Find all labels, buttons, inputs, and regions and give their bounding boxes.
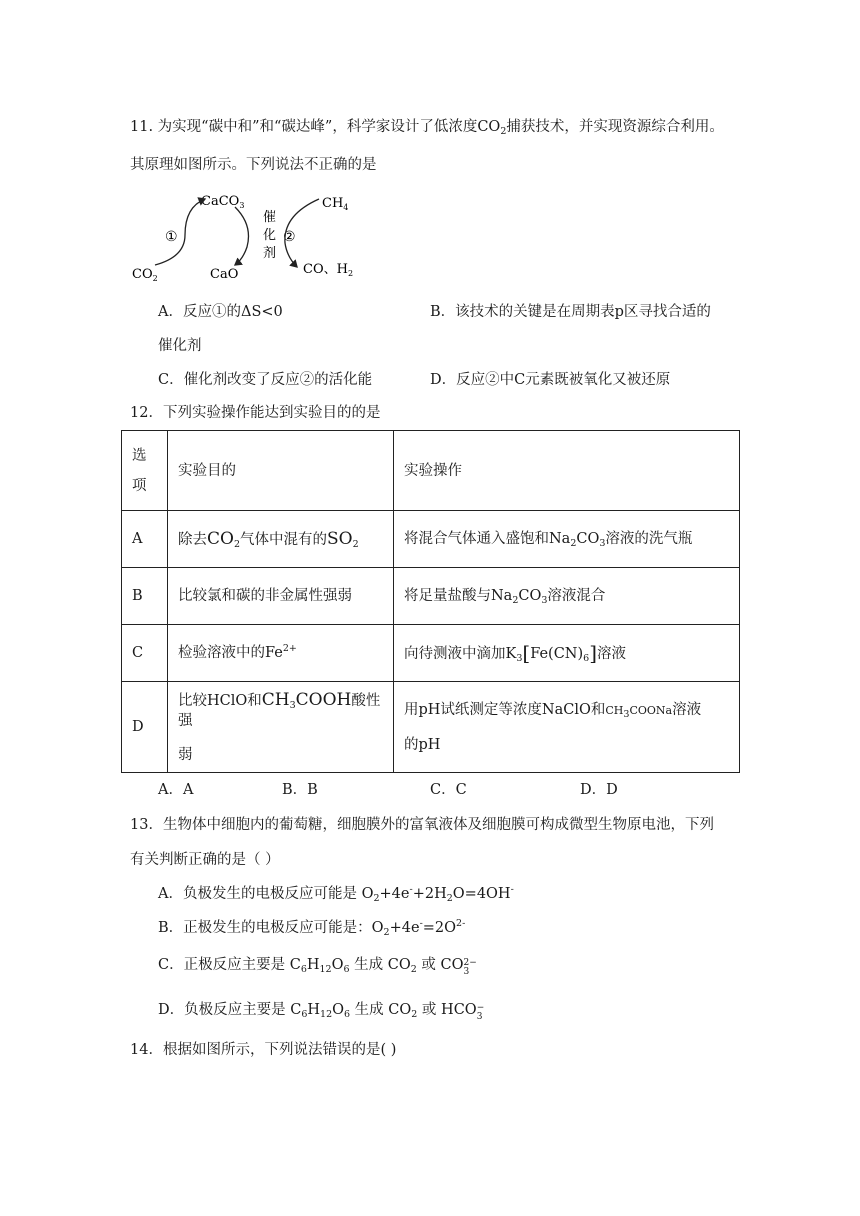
- q11-stem-line2: 其原理如图所示。下列说法不正确的是: [130, 157, 377, 173]
- diagram-caco3: CaCO$_3$: [201, 194, 245, 210]
- q11-option-d: D．反应②中C元素既被氧化又被还原: [430, 372, 671, 388]
- q13-option-a: A．负极发生的电极反应可能是 $O_2+4e^-+2H_2O=4OH^-$: [158, 884, 514, 904]
- diagram-arrow-center: [235, 207, 249, 265]
- diagram-catalyst-3: 剂: [263, 246, 277, 261]
- table-row: [122, 511, 740, 568]
- diagram-co2: $CO_2$: [132, 267, 158, 283]
- row-key: C: [122, 625, 168, 682]
- table-header-row: [122, 431, 740, 511]
- diagram-catalyst-1: 催: [263, 210, 277, 225]
- header-option: 选 项: [122, 431, 168, 511]
- diagram-arrow-left: [155, 199, 205, 265]
- row-key: D: [122, 682, 168, 773]
- row-operation: 将足量盐酸与$Na_2CO_3$溶液混合: [394, 568, 740, 625]
- q12-answer-c: C．C: [430, 782, 467, 798]
- row-purpose: 检验溶液中的$Fe^{2+}$: [168, 625, 394, 682]
- row-purpose: 比较HClO和$CH_3COOH$酸性强 弱: [168, 682, 394, 773]
- q11-option-b-line2: 催化剂: [158, 338, 202, 354]
- q14-stem: 14．根据如图所示，下列说法错误的是( ): [130, 1042, 397, 1058]
- header-purpose: 实验目的: [168, 431, 394, 511]
- row-operation: 将混合气体通入盛饱和$Na_2CO_3$溶液的洗气瓶: [394, 511, 740, 568]
- q12-answer-b: B．B: [282, 782, 318, 798]
- q13-option-c: C．正极反应主要是 $C_6H_{12}O_6$ 生成 $CO_2$ 或 CO 2− 3: [158, 957, 477, 977]
- q13-stem-line2: 有关判断正确的是（ ）: [130, 852, 280, 868]
- row-operation: 向待测液中滴加$K_3[Fe(CN)_6]$溶液: [394, 625, 740, 682]
- q12-table: [121, 430, 740, 773]
- q13-option-d: D．负极反应主要是 $C_6H_{12}O_6$ 生成 $CO_2$ 或 HCO − 3: [158, 1002, 485, 1022]
- q12-stem: 12．下列实验操作能达到实验目的的是: [130, 405, 381, 421]
- table-row: [122, 682, 740, 773]
- q13-stem-line1: 13．生物体中细胞内的葡萄糖，细胞膜外的富氧液体及细胞膜可构成微型生物原电池，下列: [130, 817, 714, 833]
- row-operation: 用pH试纸测定等浓度NaClO和$CH_3COONa$溶液 的pH: [394, 682, 740, 773]
- q11-option-a: A．反应①的ΔS<0: [158, 304, 283, 320]
- diagram-ch4: $CH_4$: [322, 196, 349, 212]
- q11-option-c: C．催化剂改变了反应②的活化能: [158, 372, 373, 388]
- table-row: [122, 625, 740, 682]
- q12-answer-a: A．A: [158, 782, 194, 798]
- q11-option-b-line1: B．该技术的关键是在周期表p区寻找合适的: [430, 304, 711, 320]
- row-purpose: 除去$CO_2$气体中混有的$SO_2$: [168, 511, 394, 568]
- diagram-products: CO、$H_2$: [303, 262, 354, 278]
- diagram-step1: ①: [165, 229, 178, 245]
- row-purpose: 比较氯和碳的非金属性强弱: [168, 568, 394, 625]
- diagram-cao: CaO: [210, 267, 239, 282]
- row-key: B: [122, 568, 168, 625]
- q11-stem-line1: 11. 为实现“碳中和”和“碳达峰”，科学家设计了低浓度$CO_2$捕获技术，并实现资源综合利用。: [130, 119, 724, 137]
- diagram-catalyst-2: 化: [263, 228, 277, 243]
- header-operation: 实验操作: [394, 431, 740, 511]
- q12-answer-d: D．D: [580, 782, 618, 798]
- table-row: [122, 568, 740, 625]
- row-key: A: [122, 511, 168, 568]
- q13-option-b: B．正极发生的电极反应可能是：$O_2+4e^-=2O^{2-}$: [158, 918, 466, 938]
- diagram-step2: ②: [283, 229, 296, 245]
- q11-reaction-diagram: [125, 185, 365, 285]
